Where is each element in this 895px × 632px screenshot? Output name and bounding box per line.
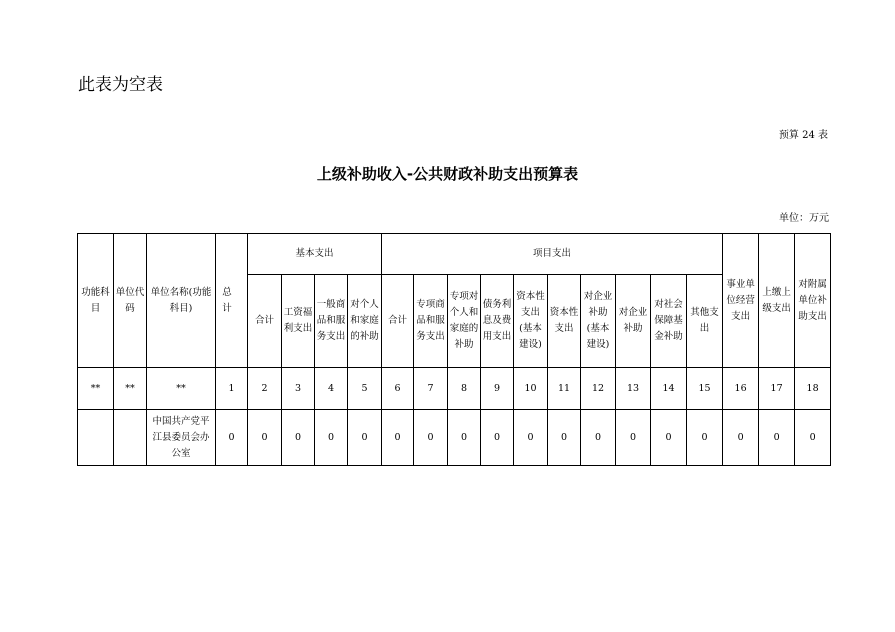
header-basic-wages: 工资福利支出: [282, 275, 315, 368]
index-cell: 10: [514, 368, 548, 410]
header-total: 总 计: [216, 234, 248, 368]
data-cell: 0: [448, 410, 481, 466]
data-cell: 0: [581, 410, 616, 466]
index-cell: 2: [248, 368, 282, 410]
index-cell: 5: [348, 368, 382, 410]
data-cell: 0: [315, 410, 348, 466]
data-unit-code: [114, 410, 147, 466]
header-basic-personal: 对个人和家庭的补助: [348, 275, 382, 368]
data-cell: 0: [414, 410, 448, 466]
index-cell: 15: [687, 368, 723, 410]
index-cell: 11: [548, 368, 581, 410]
index-cell: **: [114, 368, 147, 410]
data-cell: 0: [651, 410, 687, 466]
data-cell: 0: [795, 410, 831, 466]
index-cell: 1: [216, 368, 248, 410]
budget-table: [77, 233, 831, 466]
index-cell: 7: [414, 368, 448, 410]
table-number: 预算 24 表: [778, 130, 828, 141]
index-cell: 16: [723, 368, 759, 410]
header-project-social-security: 对社会保障基金补助: [651, 275, 687, 368]
header-project-other: 其他支出: [687, 275, 723, 368]
unit-label: 单位：万元: [779, 213, 829, 224]
index-cell: 9: [481, 368, 514, 410]
data-unit-name: 中国共产党平江县委员会办公室: [147, 410, 216, 466]
data-cell: 0: [616, 410, 651, 466]
header-business-ops: 事业单位经营支出: [723, 234, 759, 368]
index-cell: 3: [282, 368, 315, 410]
header-project-group: 项目支出: [382, 234, 723, 275]
data-cell: 0: [282, 410, 315, 466]
index-cell: **: [147, 368, 216, 410]
header-unit-name: 单位名称(功能科目): [147, 234, 216, 368]
index-cell: 6: [382, 368, 414, 410]
header-project-capital: 资本性支出: [548, 275, 581, 368]
data-cell: 0: [216, 410, 248, 466]
data-cell: 0: [382, 410, 414, 466]
header-project-total: 合计: [382, 275, 414, 368]
data-func-subject: [78, 410, 114, 466]
header-project-goods: 专项商品和服务支出: [414, 275, 448, 368]
index-cell: 8: [448, 368, 481, 410]
data-cell: 0: [348, 410, 382, 466]
header-basic-total: 合计: [248, 275, 282, 368]
header-row-1: [78, 234, 831, 275]
header-unit-code: 单位代码: [114, 234, 147, 368]
index-cell: 13: [616, 368, 651, 410]
index-cell: 17: [759, 368, 795, 410]
data-cell: 0: [723, 410, 759, 466]
header-project-enterprise-construction: 对企业补助(基本建设): [581, 275, 616, 368]
index-cell: 4: [315, 368, 348, 410]
page-title: 上级补助收入-公共财政补助支出预算表: [316, 165, 579, 183]
data-cell: 0: [514, 410, 548, 466]
data-cell: 0: [759, 410, 795, 466]
index-cell: 12: [581, 368, 616, 410]
data-cell: 0: [687, 410, 723, 466]
header-upper-submit: 上缴上级支出: [759, 234, 795, 368]
header-project-debt: 债务利息及费用支出: [481, 275, 514, 368]
index-cell: 14: [651, 368, 687, 410]
table-row: [78, 410, 831, 466]
index-cell: 18: [795, 368, 831, 410]
header-basic-group: 基本支出: [248, 234, 382, 275]
data-cell: 0: [548, 410, 581, 466]
header-subsidiary: 对附属单位补助支出: [795, 234, 831, 368]
data-cell: 0: [248, 410, 282, 466]
header-basic-goods: 一般商品和服务支出: [315, 275, 348, 368]
empty-table-note: 此表为空表: [78, 75, 163, 95]
header-project-personal: 专项对个人和家庭的补助: [448, 275, 481, 368]
header-project-enterprise: 对企业补助: [616, 275, 651, 368]
header-func-subject: 功能科目: [78, 234, 114, 368]
data-cell: 0: [481, 410, 514, 466]
header-project-capital-construction: 资本性支出(基本建设): [514, 275, 548, 368]
index-row: [78, 368, 831, 410]
index-cell: **: [78, 368, 114, 410]
